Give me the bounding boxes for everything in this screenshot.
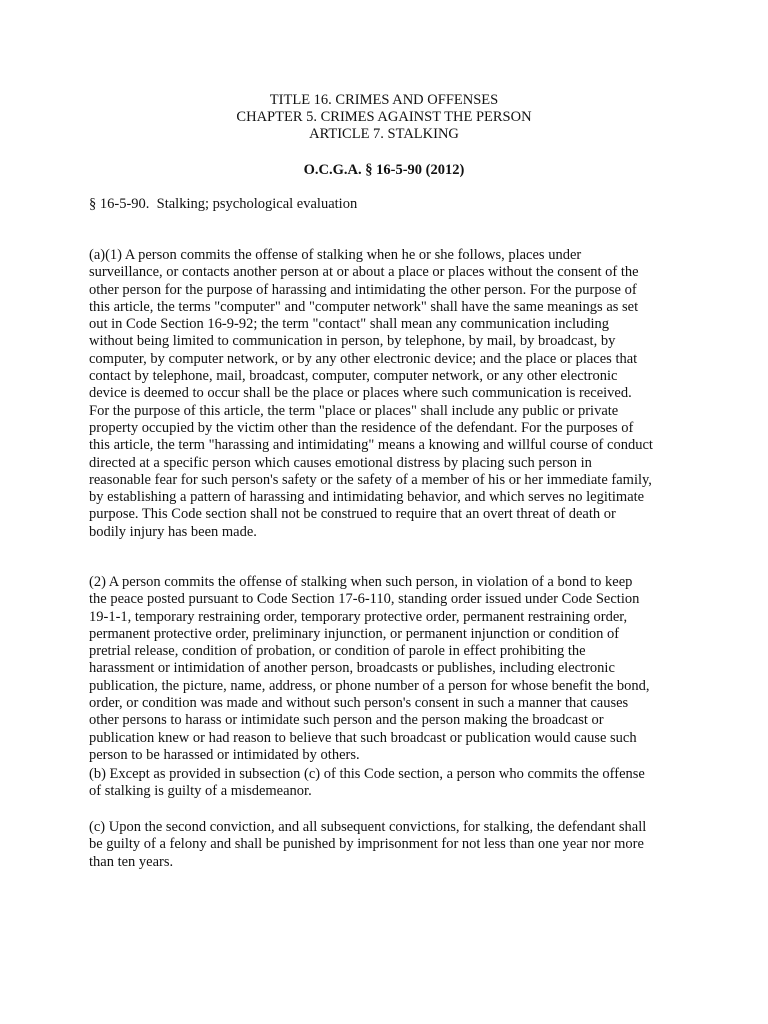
- paragraph-a1: (a)(1) A person commits the offense of stalking when he or she follows, places under surveillance, or contacts another person at or about a place or places without the consent of the other person for the purpose of harassing and intimidating the other person. For the purpose of this article, the terms "computer" and "computer network" shall have the same meanings as set out in Code Section 16-9-92; the term "contact" shall mean any communication including without being limited to communication in person, by telephone, by mail, by broadcast, by computer, by computer network, or by any other electronic device; and the place or places that contact by telephone, mail, broadcast, computer, computer network, or any other electronic device is deemed to occur shall be the place or places where such communication is received. For the purpose of this article, the term "place or places" shall include any public or private property occupied by the victim other than the residence of the defendant. For the purposes of this article, the term "harassing and intimidating" means a knowing and willful course of conduct directed at a specific person which causes emotional distress by placing such person in reasonable fear for such person's safety or the safety of a member of his or her immediate family, by establishing a pattern of harassing and intimidating behavior, and which serves no legitimate purpose. This Code section shall not be construed to require that an overt threat of death or bodily injury has been made.: [89, 247, 653, 540]
- section-title: § 16-5-90. Stalking; psychological evaluation: [89, 196, 358, 212]
- paragraph-b: (b) Except as provided in subsection (c) of this Code section, a person who commits the offense of stalking is guilty of a misdemeanor.: [89, 766, 645, 800]
- chapter-line: CHAPTER 5. CRIMES AGAINST THE PERSON: [236, 109, 532, 125]
- paragraph-a2: (2) A person commits the offense of stalking when such person, in violation of a bond to keep the peace posted pursuant to Code Section 17-6-110, standing order issued under Code Section 19-1-1, temporary restraining order, temporary protective order, permanent restraining order, permanent protective order, preliminary injunction, or permanent injunction or condition of pretrial release, condition of probation, or condition of parole in effect prohibiting the harassment or intimidation of another person, broadcasts or publishes, including electronic publication, the picture, name, address, or phone number of a person for whose benefit the bond, order, or condition was made and without such person's consent in such a manner that causes other persons to harass or intimidate such person and the person making the broadcast or publication knew or had reason to believe that such broadcast or publication would cause such person to be harassed or intimidated by others.: [89, 574, 650, 763]
- statute-citation: O.C.G.A. § 16-5-90 (2012): [303, 162, 465, 178]
- article-line: ARTICLE 7. STALKING: [309, 126, 459, 142]
- paragraph-c: (c) Upon the second conviction, and all subsequent convictions, for stalking, the defendant shall be guilty of a felony and shall be punished by imprisonment for not less than one year nor more than ten years.: [89, 819, 647, 870]
- document-header: [0, 92, 768, 143]
- title-line: TITLE 16. CRIMES AND OFFENSES: [269, 92, 499, 108]
